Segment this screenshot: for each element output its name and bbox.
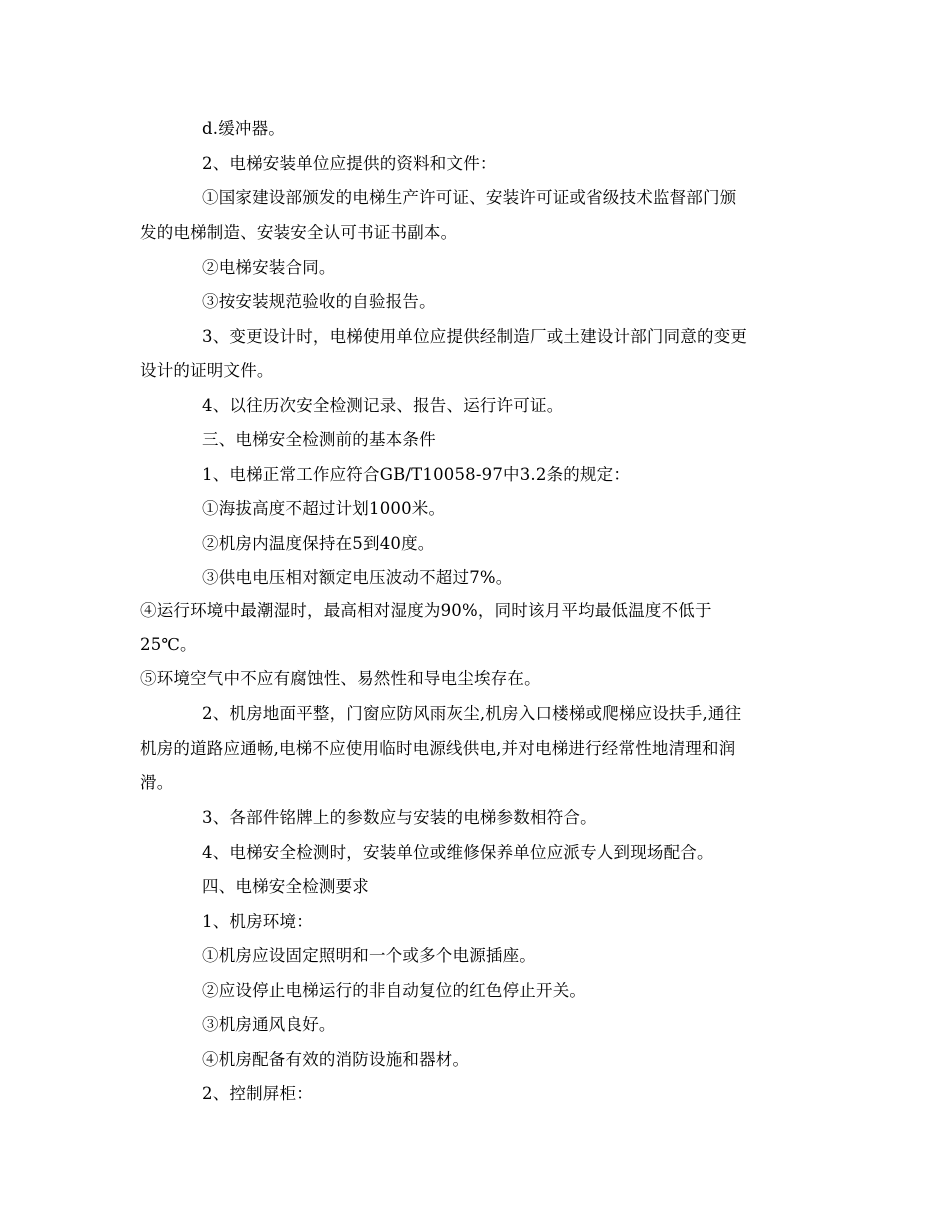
text-line-env-heading: 1、机房环境： <box>202 912 313 931</box>
text-line-heading-3a: 3、变更设计时，电梯使用单位应提供经制造厂或土建设计部门同意的变更 <box>202 327 748 346</box>
text-line-item-1b: 发的电梯制造、安装安全认可书证书副本。 <box>140 223 458 242</box>
text-line-voltage: ③供电电压相对额定电压波动不超过7%。 <box>202 568 513 587</box>
text-line-stop-switch: ②应设停止电梯运行的非自动复位的红色停止开关。 <box>202 981 587 1000</box>
text-line-machine-room-c: 滑。 <box>140 773 174 792</box>
text-line-item-3: ③按安装规范验收的自验报告。 <box>202 292 436 311</box>
text-line-condition-1: 1、电梯正常工作应符合GB/T10058-97中3.2条的规定： <box>202 465 631 484</box>
text-line-air: ⑤环境空气中不应有腐蚀性、易然性和导电尘埃存在。 <box>140 669 541 688</box>
text-line-control-cabinet: 2、控制屏柜： <box>202 1084 313 1103</box>
text-line-heading-4: 4、以往历次安全检测记录、报告、运行许可证。 <box>202 396 564 415</box>
text-line-heading-3b: 设计的证明文件。 <box>140 361 274 380</box>
text-line-altitude: ①海拔高度不超过计划1000米。 <box>202 499 446 518</box>
text-line-cooperation: 4、电梯安全检测时，安装单位或维修保养单位应派专人到现场配合。 <box>202 843 714 862</box>
text-line-machine-room-a: 2、机房地面平整，门窗应防风雨灰尘,机房入口楼梯或爬梯应设扶手,通往 <box>202 704 742 723</box>
text-line-item-2: ②电梯安装合同。 <box>202 258 336 277</box>
text-line-lighting: ①机房应设固定照明和一个或多个电源插座。 <box>202 946 536 965</box>
text-line-heading-2: 2、电梯安装单位应提供的资料和文件： <box>202 154 497 173</box>
text-line-humidity-b: 25℃。 <box>140 635 197 654</box>
text-line-buffer: d.缓冲器。 <box>202 119 286 138</box>
section-title-4: 四、电梯安全检测要求 <box>202 877 369 896</box>
text-line-machine-room-b: 机房的道路应通畅,电梯不应使用临时电源线供电,并对电梯进行经常性地清理和润 <box>140 739 736 758</box>
text-line-item-1a: ①国家建设部颁发的电梯生产许可证、安装许可证或省级技术监督部门颁 <box>202 188 737 207</box>
text-line-temperature: ②机房内温度保持在5到40度。 <box>202 534 435 553</box>
text-line-ventilation: ③机房通风良好。 <box>202 1015 336 1034</box>
text-line-humidity-a: ④运行环境中最潮湿时，最高相对湿度为90%，同时该月平均最低温度不低于 <box>140 601 712 620</box>
section-title-3: 三、电梯安全检测前的基本条件 <box>202 430 436 449</box>
text-line-nameplate: 3、各部件铭牌上的参数应与安装的电梯参数相符合。 <box>202 808 597 827</box>
text-line-fire: ④机房配备有效的消防设施和器材。 <box>202 1050 470 1069</box>
